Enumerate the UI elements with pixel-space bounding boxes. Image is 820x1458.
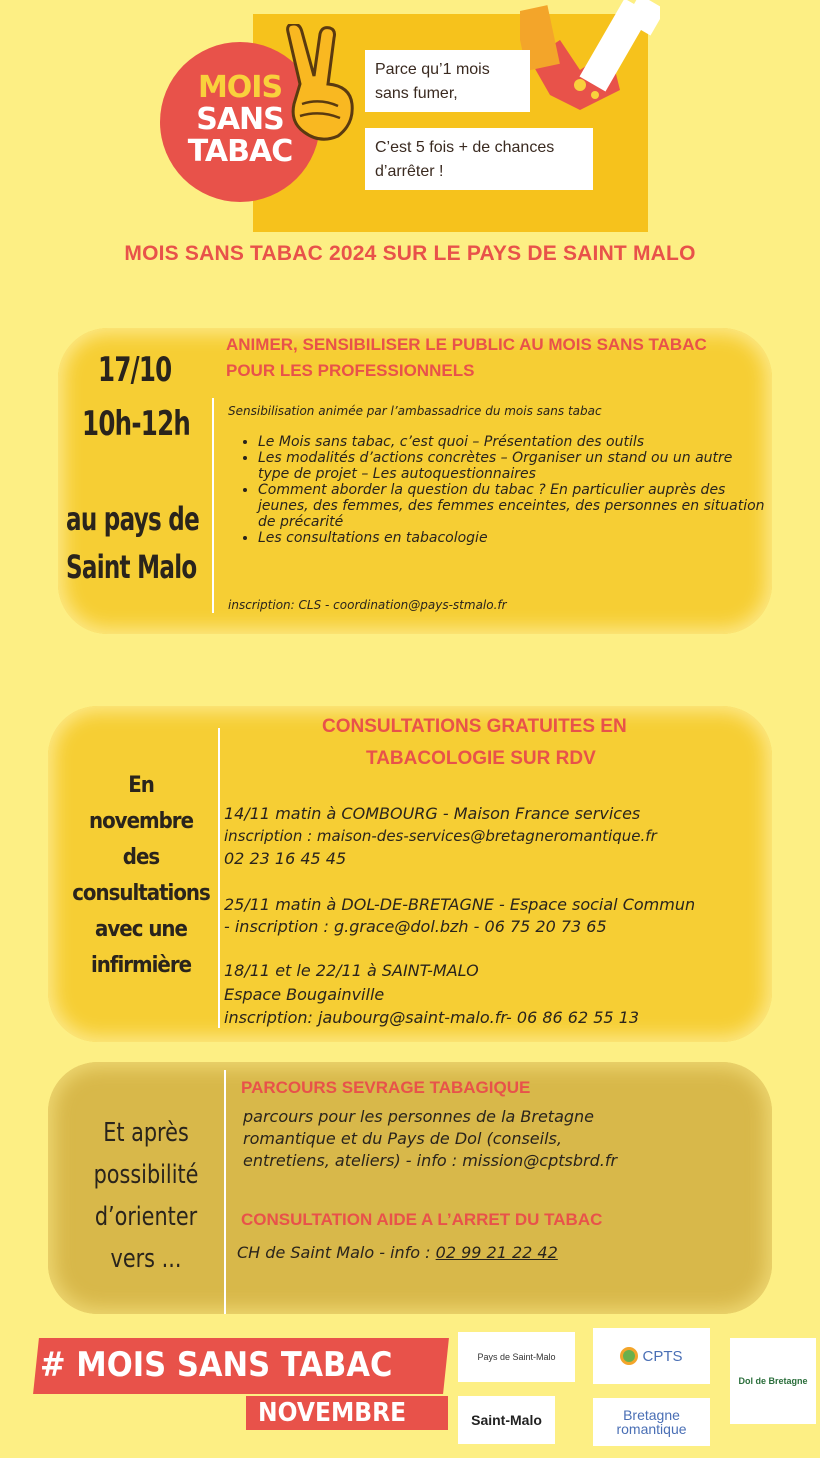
workshop-time: 10h-12h — [82, 404, 191, 444]
bretagne-logo-line-2: romantique — [616, 1421, 687, 1437]
ch-phone-link[interactable]: 02 99 21 22 42 — [435, 1243, 558, 1262]
stmalo-logo-label: Saint-Malo — [471, 1412, 542, 1428]
panel-divider — [218, 728, 220, 1028]
combourg-phone: 02 23 16 45 45 — [224, 849, 347, 868]
side-line: des — [122, 845, 160, 870]
dol-line-1: 25/11 matin à DOL-DE-BRETAGNE - Espace social Commun — [224, 895, 696, 914]
combourg-line-1: 14/11 matin à COMBOURG - Maison France services — [224, 804, 641, 823]
workshop-place-line-2: Saint Malo — [66, 548, 197, 586]
dol-logo-label: Dol de Bretagne — [738, 1376, 808, 1386]
side-line: En — [128, 773, 154, 798]
pays-logo-label: Pays de Saint-Malo — [477, 1352, 556, 1362]
workshop-date: 17/10 — [98, 350, 172, 390]
victory-hand-icon — [280, 24, 360, 142]
logo-line-1: MOIS — [197, 70, 283, 105]
list-item: • Comment aborder la question du tabac ? En particulier auprès des jeunes, des femmes, des femmes enceintes, des personnes en situation de précarité — [258, 482, 768, 530]
consultations-side-text — [66, 768, 216, 984]
bretagne-logo-line-1: Bretagne — [623, 1407, 680, 1423]
combourg-registration[interactable]: inscription : maison-des-services@bretagneromantique.fr — [224, 827, 657, 845]
broken-cigarette-icon — [520, 0, 660, 120]
cpts-logo-label: CPTS — [642, 1347, 683, 1365]
side-line: consultations — [72, 881, 210, 906]
dol-registration[interactable]: - inscription : g.grace@dol.bzh - 06 75 20 73 65 — [224, 917, 607, 936]
list-item: • Les modalités d’actions concrètes – Organiser un stand ou un autre type de projet – Les autoquestionnaires — [258, 450, 768, 482]
parcours-heading: PARCOURS SEVRAGE TABAGIQUE — [241, 1078, 531, 1097]
side-line: infirmière — [90, 953, 192, 978]
tagline-1: Parce qu’1 mois sans fumer, — [365, 50, 530, 112]
consultation-aide-heading: CONSULTATION AIDE A L’ARRET DU TABAC — [241, 1210, 603, 1229]
cpts-logo-icon — [620, 1347, 638, 1365]
parcours-line-2: romantique et du Pays de Dol (conseils, — [243, 1129, 562, 1148]
hashtag-text: # MOIS SANS TABAC — [40, 1345, 393, 1385]
ch-info — [237, 1242, 558, 1263]
month-text: NOVEMBRE — [258, 1398, 407, 1428]
parcours-line-3[interactable]: entretiens, ateliers) - info : mission@cptsbrd.fr — [243, 1151, 618, 1170]
side-line: vers ... — [110, 1244, 182, 1274]
side-line: Et après — [103, 1118, 189, 1148]
side-line: d’orienter — [94, 1202, 198, 1232]
workshop-intro: Sensibilisation animée par l’ambassadrice du mois sans tabac — [228, 404, 602, 418]
logo-line-3: TABAC — [187, 134, 293, 169]
parcours-line-1: parcours pour les personnes de la Bretagne — [243, 1107, 595, 1126]
dol-de-bretagne-logo — [730, 1338, 816, 1424]
list-item: • Les consultations en tabacologie — [258, 530, 768, 546]
side-line: novembre — [88, 809, 193, 834]
consultations-heading-line-2: TABACOLOGIE SUR RDV — [366, 748, 596, 769]
pays-saint-malo-logo — [458, 1332, 575, 1382]
tagline-2: C’est 5 fois + de chances d’arrêter ! — [365, 128, 593, 190]
workshop-registration: inscription: CLS - coordination@pays-stmalo.fr — [228, 598, 507, 612]
logo-line-2: SANS — [196, 102, 284, 137]
list-item: • Le Mois sans tabac, c’est quoi – Présentation des outils — [258, 434, 768, 450]
page-title: MOIS SANS TABAC 2024 SUR LE PAYS DE SAINT MALO — [124, 242, 696, 265]
saint-malo-logo — [458, 1396, 555, 1444]
ch-info-prefix: CH de Saint Malo - info : — [237, 1243, 436, 1262]
side-line: avec une — [95, 917, 187, 942]
stmalo-registration[interactable]: inscription: jaubourg@saint-malo.fr- 06 86 62 55 13 — [224, 1008, 640, 1027]
panel-divider — [224, 1070, 226, 1314]
workshop-topics-list — [240, 434, 768, 546]
stmalo-line-1: 18/11 et le 22/11 à SAINT-MALO — [224, 961, 479, 980]
orientation-side-text — [66, 1112, 226, 1280]
consultations-heading-line-1: CONSULTATIONS GRATUITES EN — [322, 716, 627, 737]
bretagne-romantique-logo — [593, 1398, 710, 1446]
workshop-place-line-1: au pays de — [66, 500, 199, 538]
side-line: possibilité — [93, 1160, 199, 1190]
panel-divider — [212, 398, 214, 613]
workshop-heading: ANIMER, SENSIBILISER LE PUBLIC AU MOIS SANS TABAC POUR LES PROFESSIONNELS — [226, 335, 707, 380]
stmalo-place: Espace Bougainville — [224, 985, 385, 1004]
cpts-logo — [593, 1328, 710, 1384]
